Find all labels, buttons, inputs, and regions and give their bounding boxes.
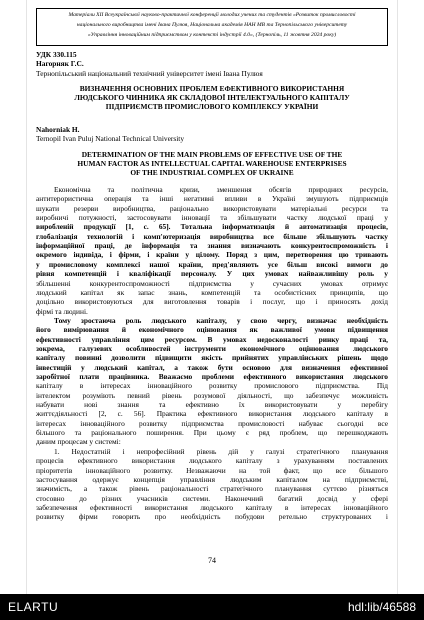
body-line: антитерористична операція та інші негативні впливи в Україні змушують підприємців — [36, 194, 388, 204]
body-line: набувати нові знання та ефективно їх використовувати у перебігу — [36, 400, 388, 410]
title-ua-line-3: ПІДПРИЄМСТВ ПРОМИСЛОВОГО КОМПЛЕКСУ УКРАЇНИ — [105, 102, 319, 111]
body-line: його вимірювання й економічного оцінювання як важливої умови підвищення — [36, 325, 388, 335]
title-en-line-3: OF THE INDUSTRIAL COMPLEX OF UKRAINE — [130, 168, 294, 177]
body-line: Економічна та політична кризи, зменшення обсягів природних ресурсів, — [54, 185, 388, 194]
body-line: інтелектом розуміють певний рівень розумової діяльності, що забезпечує можливість — [36, 390, 388, 400]
body-line: даним процесам у системі: — [36, 437, 121, 447]
body-line: доцільно використовуються для виготовлення товарів і послуг, що і приносять дохід — [36, 297, 388, 307]
body-line: інвестицій у людський капітал, а також бути основою для визначення ефективної — [36, 362, 388, 372]
body-line: ефективності управління цим ресурсом. В умовах недосконалості ринку праці та, — [36, 334, 388, 344]
page-edge-right — [397, 0, 398, 594]
body-line: 1. Недостатній і непрофесійний рівень дій у галузі стратегічного планування — [54, 446, 388, 456]
title-en-line-2: HUMAN FACTOR AS INTELLECTUAL CAPITAL WAREHOUSE ENTERPRISES — [77, 159, 347, 168]
body-line: інформаційної праці, де інформація та знання визначають конкурентоспроможність і — [36, 241, 388, 251]
body-line: стосовно до різних учасників системи. Наконечний багатий досвід у сфері — [36, 493, 388, 503]
author-ua: Нагорняк Г.С. — [36, 59, 84, 68]
body-line: рівня компетенцій і кваліфікації персоналу. У цих умовах найважливішу роль у — [36, 269, 388, 279]
body-line: зокрема, галузевих особливостей інструменти економічного оцінювання людського — [36, 343, 388, 353]
body-line: у промисловому комплексі нашої країни, пред'являють усе більш високі вимоги до — [36, 259, 388, 269]
body-line: людський капітал як запас знань, компетенцій та особистісних принципів, що — [36, 287, 388, 297]
body-line: більшого та раціонального поширення. При цьому є ряд проблем, що перешкоджають — [36, 428, 388, 438]
title-en-line-1: DETERMINATION OF THE MAIN PROBLEMS OF EFFECTIVE USE OF THE — [81, 150, 343, 159]
body-line: розвитку фірми говорить про необхідність побудови ретельно структурованих і — [36, 512, 388, 522]
body-line: збільшенні конкурентоспроможності підприємства у сучасних умовах отримує — [36, 278, 388, 288]
body-line: інтересах інноваційного розвитку підприємства промисловості набуває сьогодні все — [36, 418, 388, 428]
body-line: забезпечення ефективності використання людського капіталу в інтересах інноваційного — [36, 502, 388, 512]
conference-header-line-3: «Управління інноваційним підприємством у контексті індустрії 4.0», (Тернопіль, 11 жовтня 2024 року) — [87, 32, 337, 38]
udk-code: УДК 330.115 — [36, 50, 77, 59]
body-line: фірмі та людині. — [36, 306, 88, 316]
body-line: застосування одержує концепція управління людським капіталом на підприємстві, — [36, 474, 388, 484]
conference-header-line-1: Матеріали XII Всеукраїнської науково-практичної конференції молодих учених та студентів «Розвиток промисловості — [68, 12, 356, 18]
body-line: капіталу повинні дозволити підвищити якість прийнятих управлінських рішень щодо — [36, 353, 388, 363]
affiliation-ua: Тернопільський національний технічний університет імені Івана Пулюя — [36, 69, 263, 78]
body-line: Тому зростаюча роль людського капіталу, у свою чергу, визначає необхідність — [54, 315, 388, 325]
page-edge-left — [26, 0, 27, 594]
body-line: пріоритетів інноваційного розвитку. Незважаючи на той факт, що все більшого — [36, 465, 388, 475]
body-line: виробленій продукції [1, с. 65]. Тотальна інформатизація й автоматизація процесів, — [36, 222, 388, 232]
body-line: капіталу в інтересах інноваційного розвитку промислового підприємства. Під — [36, 381, 388, 391]
title-ua-line-2: ЛЮДСЬКОГО ЧИННИКА ЯК СКЛАДОВОЇ ІНТЕЛЕКТУАЛЬНОГО КАПІТАЛУ — [74, 93, 350, 102]
body-line: процесів ефективного використання людського капіталу з урахуванням поставлених — [36, 456, 388, 466]
body-line: значимість, а також рівень раціональності стратегічного планування суттєво різняться — [36, 484, 388, 494]
title-ua-line-1: ВИЗНАЧЕННЯ ОСНОВНИХ ПРОБЛЕМ ЕФЕКТИВНОГО ВИКОРИСТАННЯ — [79, 84, 345, 93]
body-line: заробітної плати працівника. Вважаємо проблеми ефективного використання людського — [36, 372, 388, 381]
body-line: шукати резерви виробництва, раціонально використовувати матеріальні ресурси та — [36, 203, 388, 213]
conference-header-line-2: національного виробництва імені Івана Пулюя, Національна академія НАН МВ та Тернопільського університету — [76, 22, 348, 28]
body-line: виробничі потужності, застосовувати інновації та збільшувати частку людської праці у — [36, 213, 388, 223]
body-line: глобалізація технологій і комп'ютеризація виробництва все більше збільшують частку — [36, 231, 388, 241]
body-line: окремого індивіда, і фірми, і країни у цілому. Поряд з цим, перетворення цю тривають — [36, 250, 388, 260]
affiliation-en: Ternopil Ivan Puluj National Technical University — [36, 134, 185, 143]
body-line: життєдіяльності [2, с. 56]. Практика ефективного використання людського капіталу в — [36, 409, 388, 419]
footer-handle-label: hdl:lib/46588 — [347, 600, 416, 614]
footer-repository-label: ELARTU — [8, 600, 59, 614]
author-en: Nahorniak H. — [36, 125, 80, 134]
page-number: 74 — [208, 556, 216, 565]
